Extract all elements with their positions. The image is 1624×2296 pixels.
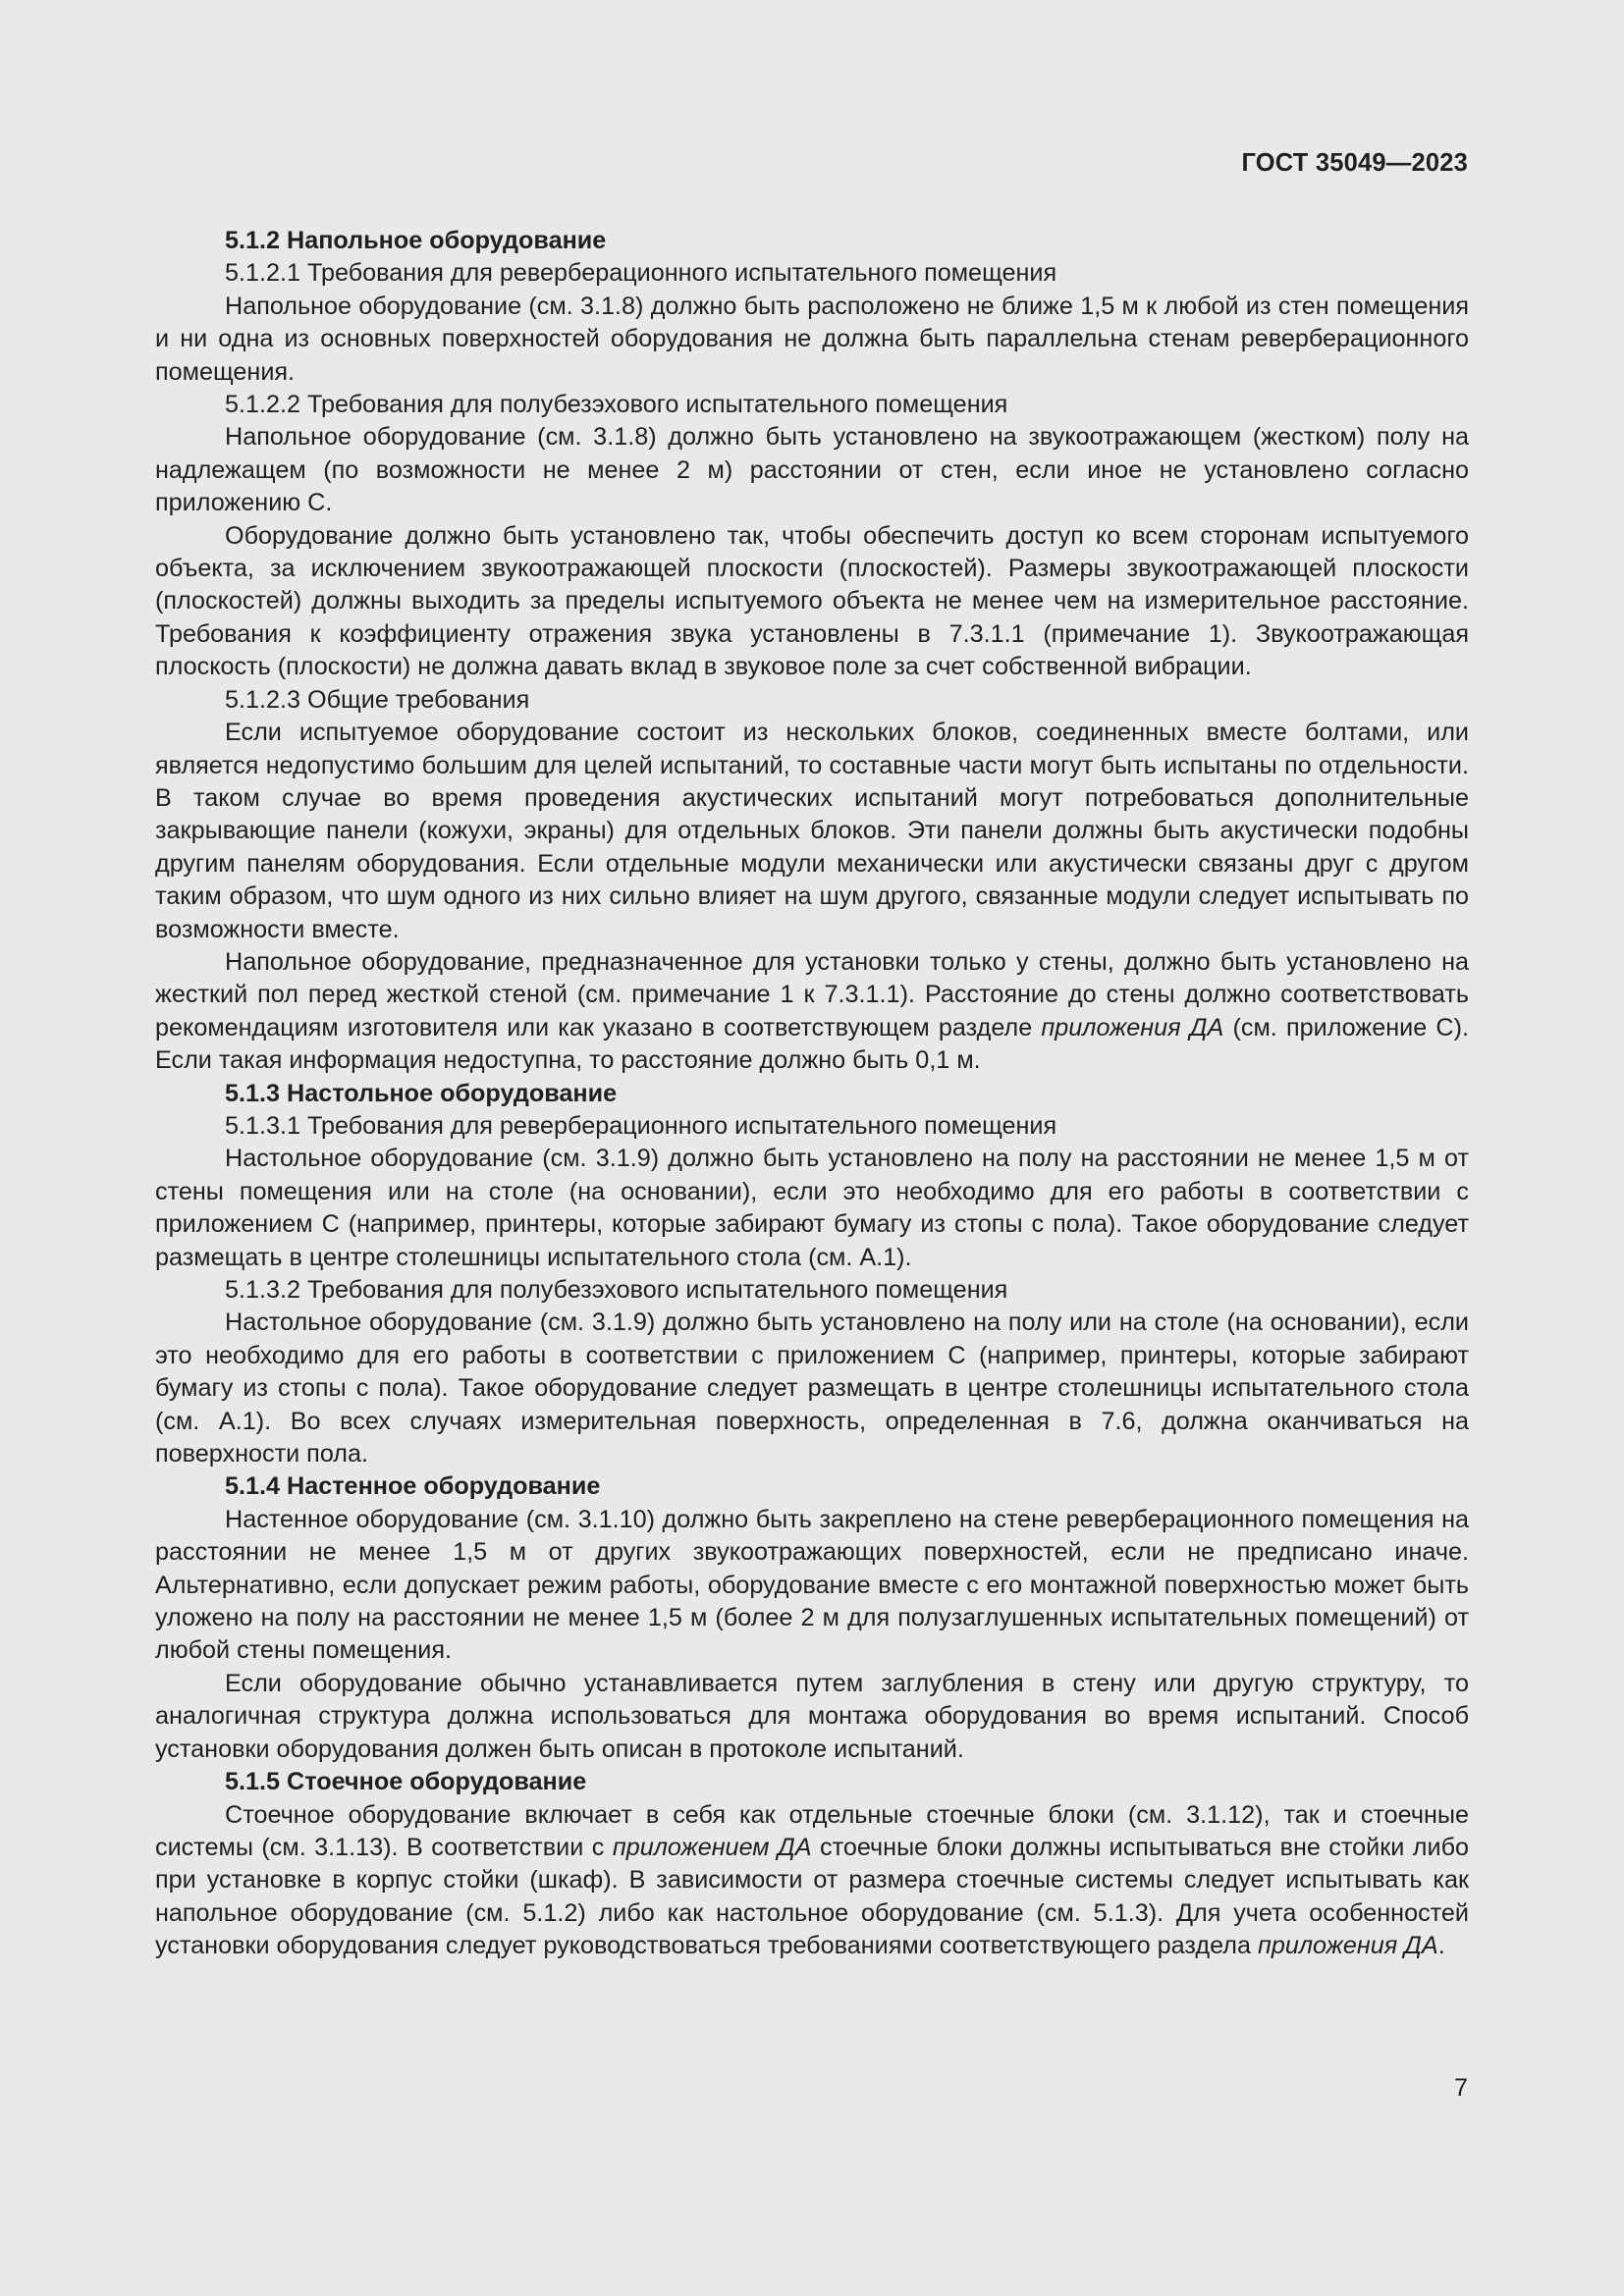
subsection-heading-5-1-2-1: 5.1.2.1 Требования для реверберационного испытательного помещения [225,259,1057,288]
subsection-heading-5-1-3-1: 5.1.3.1 Требования для реверберационного испытательного помещения [225,1111,1057,1140]
subsection-heading-5-1-2-3: 5.1.2.3 Общие требования [225,685,530,714]
paragraph [155,946,1469,1078]
section-heading-5-1-5: 5.1.5 Стоечное оборудование [225,1768,587,1796]
appendix-reference: приложения ДА [1257,1932,1438,1960]
text-run: (см. приложение С). Если такая информация недоступна, то расстояние должно быть 0,1 м. [155,1013,1469,1075]
paragraph: Настольное оборудование (см. 3.1.9) должно быть установлено на полу на расстоянии не менее 1,5 м от стены помещения или на столе (на основании), если это необходимо для его работы в соответствии с приложением С (например, принтеры, которые забирают бумагу из стопы с пола). Такое оборудование следует размещать в центре столешницы испытательного стола (см. А.1). [155,1145,1469,1271]
appendix-reference: приложения ДА [1041,1013,1224,1041]
paragraph: Если испытуемое оборудование состоит из нескольких блоков, соединенных вместе болтами, или является недопустимо большим для целей испытаний, то составные части могут быть испытаны по отдельности. В таком случае во время проведения акустических испытаний могут потребоваться дополнительные закрывающие панели (кожухи, экраны) для отдельных блоков. Эти панели должны быть акустически подобны другим панелям оборудования. Если отдельные модули механически или акустически связаны друг с другом таким образом, что шум одного из них сильно влияет на шум другого, связанные модули следует испытывать по возможности вместе. [155,719,1469,943]
paragraph: Настольное оборудование (см. 3.1.9) должно быть установлено на полу или на столе (на основании), если это необходимо для его работы в соответствии с приложением С (например, принтеры, которые забирают бумагу из стопы с пола). Такое оборудование следует размещать в центре столешницы испытательного стола (см. А.1). Во всех случаях измерительная поверхность, определенная в 7.6, должна оканчиваться на поверхности пола. [155,1308,1469,1468]
section-heading-5-1-2: 5.1.2 Напольное оборудование [225,227,607,254]
subsection-heading-5-1-2-2: 5.1.2.2 Требования для полубезэхового испытательного помещения [225,391,1008,419]
text-run: . [1437,1932,1445,1960]
subsection-heading-5-1-3-2: 5.1.3.2 Требования для полубезэхового испытательного помещения [225,1276,1008,1304]
paragraph: Настенное оборудование (см. 3.1.10) должно быть закреплено на стене реверберационного помещения на расстоянии не менее 1,5 м от других звукоотражающих поверхностей, если не предписано иначе. Альтернативно, если допускает режим работы, оборудование вместе с его монтажной поверхностью может быть уложено на полу на расстоянии не менее 1,5 м (более 2 м для полузаглушенных испытательных помещений) от любой стены помещения. [155,1505,1469,1665]
page-number: 7 [1453,2074,1468,2102]
paragraph: Если оборудование обычно устанавливается путем заглубления в стену или другую структуру, то аналогичная структура должна использоваться для монтажа оборудования во время испытаний. Способ установки оборудования должен быть описан в протоколе испытаний. [155,1669,1469,1763]
text-run: стоечные блоки должны испытываться вне стойки либо при установке в корпус стойки (шкаф). В зависимости от размера стоечные системы следует испытывать как напольное оборудование (см. 5.1.2) либо как настольное оборудование (см. 5.1.3). Для учета особенностей установки оборудования следует руководствоваться требованиями соответствующего раздела [155,1833,1469,1960]
text-run: Напольное оборудование, предназначенное для установки только у стены, должно быть установлено на жесткий пол перед жесткой стеной (см. примечание 1 к 7.3.1.1). Расстояние до стены должно соответствовать рекомендациям изготовителя или как указано в соответствующем разделе [155,947,1469,1041]
document-code-header: ГОСТ 35049—2023 [1241,149,1468,177]
appendix-reference: приложением ДА [612,1833,812,1861]
document-body [155,225,1469,1963]
section-heading-5-1-4: 5.1.4 Настенное оборудование [225,1472,601,1501]
section-heading-5-1-3: 5.1.3 Настольное оборудование [225,1079,618,1107]
paragraph: Напольное оборудование (см. 3.1.8) должно быть установлено на звукоотражающем (жестком) полу на надлежащем (по возможности не менее 2 м) расстоянии от стен, если иное не установлено согласно приложению С. [155,423,1469,517]
text-run: Стоечное оборудование включает в себя как отдельные стоечные блоки (см. 3.1.12), так и стоечные системы (см. 3.1.13). В соответствии с [155,1800,1469,1861]
paragraph: Напольное оборудование (см. 3.1.8) должно быть расположено не ближе 1,5 м к любой из стен помещения и ни одна из основных поверхностей оборудования не должна быть параллельна стенам реверберационного помещения. [155,292,1469,386]
paragraph: Оборудование должно быть установлено так, чтобы обеспечить доступ ко всем сторонам испытуемого объекта, за исключением звукоотражающей плоскости (плоскостей). Размеры звукоотражающей плоскости (плоскостей) должны выходить за пределы испытуемого объекта не менее чем на измерительное расстояние. Требования к коэффициенту отражения звука установлены в 7.3.1.1 (примечание 1). Звукоотражающая плоскость (плоскости) не должна давать вклад в звуковое поле за счет собственной вибрации. [155,521,1469,681]
paragraph [155,1799,1469,1963]
